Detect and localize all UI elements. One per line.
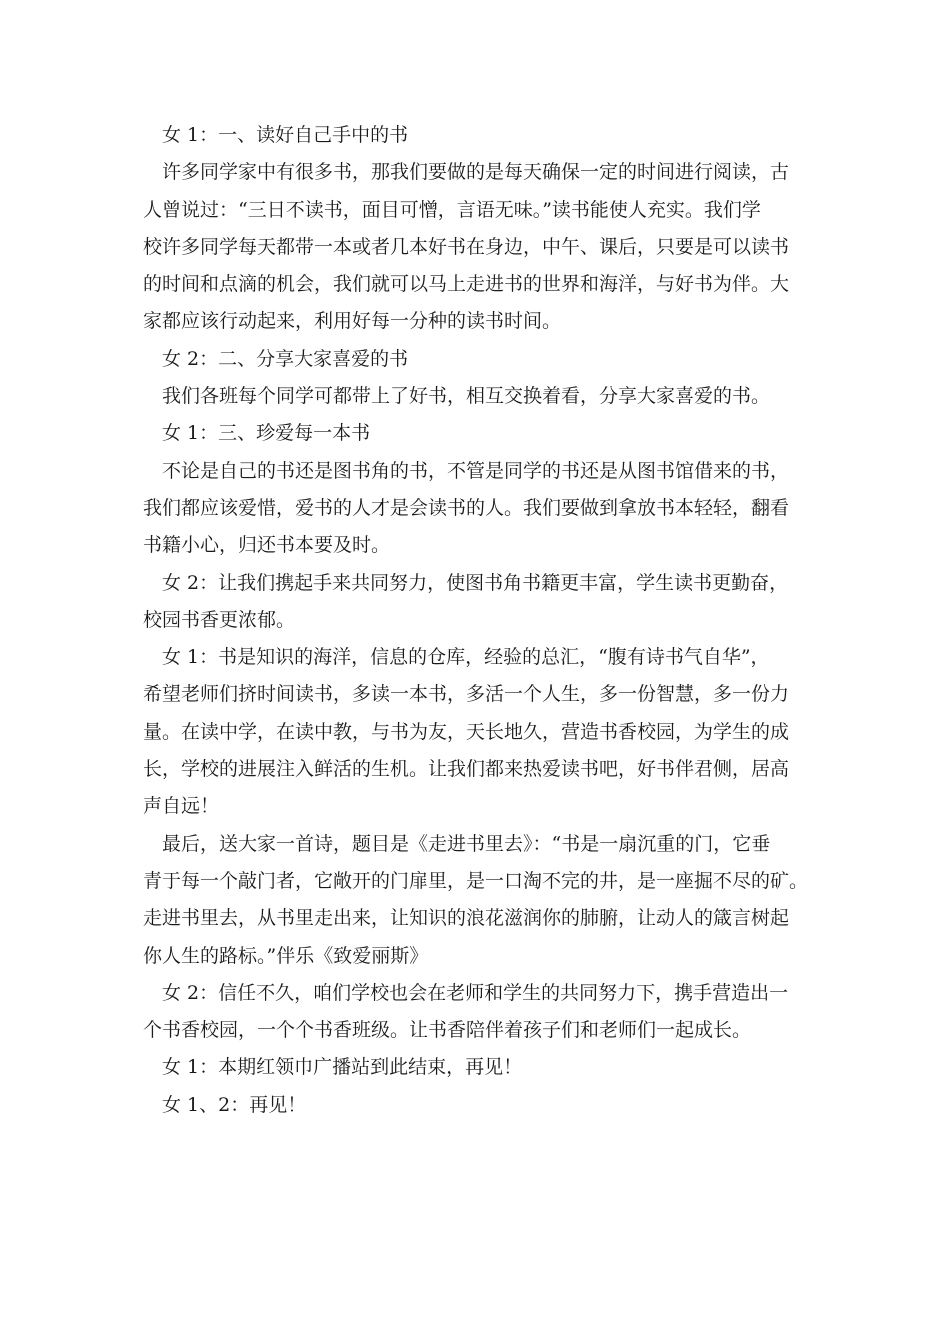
paragraph-line: 青于每一个敲门者，它敞开的门扉里，是一口淘不完的井，是一座掘不尽的矿。 [143, 869, 809, 892]
section-heading-line: 女 1：一、读好自己手中的书 [162, 124, 409, 146]
paragraph-line: 个书香校园，一个个书香班级。让书香陪伴着孩子们和老师们一起成长。 [143, 1019, 752, 1042]
paragraph-line: 走进书里去，从书里走出来，让知识的浪花滋润你的肺腑，让动人的箴言树起 [143, 907, 790, 930]
paragraph-first-line: 许多同学家中有很多书，那我们要做的是每天确保一定的时间进行阅读，古 [162, 161, 790, 184]
section-heading-line: 女 2：二、分享大家喜爱的书 [162, 347, 409, 370]
paragraph-first-line: 我们各班每个同学可都带上了好书，相互交换着看，分享大家喜爱的书。 [162, 385, 771, 408]
paragraph-first-line: 女 2：让我们携起手来共同努力，使图书角书籍更丰富，学生读书更勤奋， [162, 571, 789, 594]
paragraph-first-line: 不论是自己的书还是图书角的书，不管是同学的书还是从图书馆借来的书， [162, 459, 790, 482]
paragraph-line: 的时间和点滴的机会，我们就可以马上走进书的世界和海洋，与好书为伴。大 [143, 273, 790, 296]
paragraph-line: 量。在读中学，在读中教，与书为友，天长地久，营造书香校园，为学生的成 [143, 720, 790, 743]
paragraph-first-line: 最后，送大家一首诗，题目是《走进书里去》：“书是一扇沉重的门，它垂 [162, 832, 771, 855]
paragraph-line: 我们都应该爱惜，爱书的人才是会读书的人。我们要做到拿放书本轻轻，翻看 [143, 496, 790, 519]
section-heading-line: 女 1：三、珍爱每一本书 [162, 422, 371, 445]
paragraph-line: 长，学校的进展注入鲜活的生机。让我们都来热爱读书吧，好书伴君侧，居高 [143, 758, 790, 781]
document-body [143, 117, 808, 1124]
paragraph-line: 声自远！ [143, 795, 220, 818]
paragraph-line: 人曾说过：“三日不读书，面目可憎，言语无味。”读书能使人充实。我们学 [143, 198, 761, 221]
section-heading-line: 女 1、2：再见！ [162, 1093, 307, 1116]
paragraph-line: 书籍小心，归还书本要及时。 [143, 534, 391, 557]
paragraph-line: 希望老师们挤时间读书，多读一本书，多活一个人生，多一份智慧，多一份力 [143, 683, 790, 706]
paragraph-line: 你人生的路标。”伴乐《致爱丽斯》 [143, 944, 429, 967]
section-heading-line: 女 1：本期红领巾广播站到此结束，再见！ [162, 1056, 523, 1079]
paragraph-first-line: 女 2：信任不久，咱们学校也会在老师和学生的共同努力下，携手营造出一 [162, 981, 789, 1004]
paragraph-line: 家都应该行动起来，利用好每一分种的读书时间。 [143, 310, 562, 333]
paragraph-line: 校许多同学每天都带一本或者几本好书在身边，中午、课后，只要是可以读书 [143, 235, 790, 258]
paragraph-first-line: 女 1：书是知识的海洋，信息的仓库，经验的总汇，“腹有诗书气自华”， [162, 646, 770, 669]
paragraph-line: 校园书香更浓郁。 [143, 608, 296, 631]
